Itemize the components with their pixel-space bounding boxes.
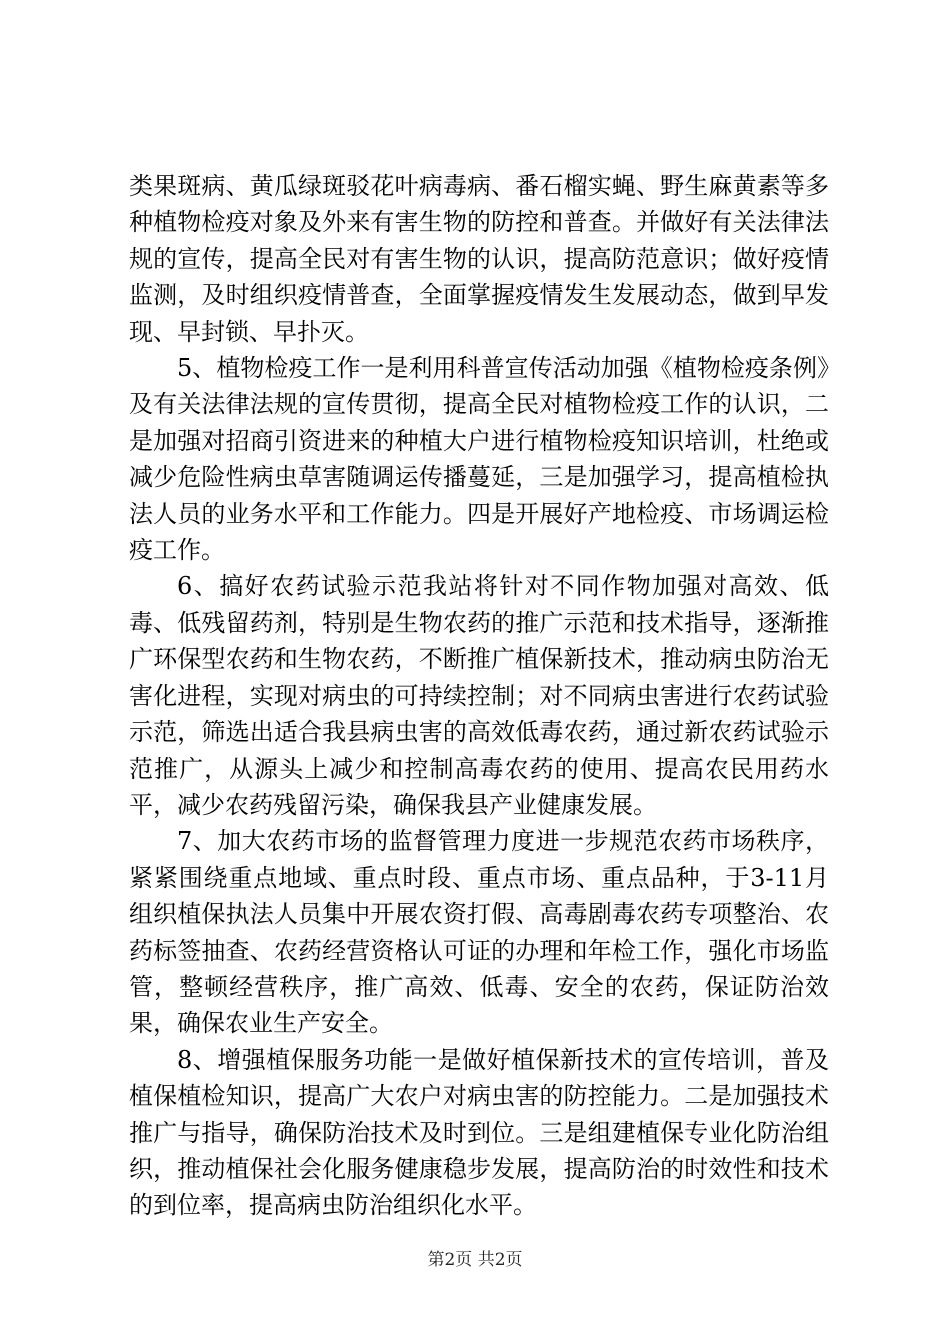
paragraph-6-pesticide-trials: 6、搞好农药试验示范我站将针对不同作物加强对高效、低毒、低残留药剂，特别是生物农药的推广示范和技术指导，逐渐推广环保型农药和生物农药，不断推广植保新技术，推动病虫防治无害化进程，实现对病虫的可持续控制；对不同病虫害进行农药试验示范，筛选出适合我县病虫害的高效低毒农药，通过新农药试验示范推广，从源头上减少和控制高毒农药的使用、提高农民用药水平，减少农药残留污染，确保我县产业健康发展。	[129, 572, 829, 819]
paragraph-8-service-functions: 8、增强植保服务功能一是做好植保新技术的宣传培训，普及植保植检知识，提高广大农户对病虫害的防控能力。二是加强技术推广与指导，确保防治技术及时到位。三是组建植保专业化防治组织，推动植保社会化服务健康稳步发展，提高防治的时效性和技术的到位率，提高病虫防治组织化水平。	[129, 1045, 829, 1220]
paragraph-5-plant-quarantine: 5、植物检疫工作一是利用科普宣传活动加强《植物检疫条例》及有关法律法规的宣传贯彻，提高全民对植物检疫工作的认识，二是加强对招商引资进来的种植大户进行植物检疫知识培训，杜绝或减少危险性病虫草害随调运传播蔓延，三是加强学习，提高植检执法人员的业务水平和工作能力。四是开展好产地检疫、市场调运检疫工作。	[129, 354, 829, 565]
paragraph-7-market-supervision: 7、加大农药市场的监督管理力度进一步规范农药市场秩序，紧紧围绕重点地域、重点时段、重点市场、重点品种，于3-11月组织植保执法人员集中开展农资打假、高毒剧毒农药专项整治、农药标签抽查、农药经营资格认可证的办理和年检工作，强化市场监管，整顿经营秩序，推广高效、低毒、安全的农药，保证防治效果，确保农业生产安全。	[129, 827, 829, 1038]
page-footer: 第2页 共2页	[427, 1250, 523, 1270]
paragraph-continued: 类果斑病、黄瓜绿斑驳花叶病毒病、番石榴实蝇、野生麻黄素等多种植物检疫对象及外来有害生物的防控和普查。并做好有关法律法规的宣传，提高全民对有害生物的认识，提高防范意识；做好疫情监测，及时组织疫情普查，全面掌握疫情发生发展动态，做到早发现、早封锁、早扑灭。	[129, 172, 829, 346]
document-body	[129, 168, 829, 1224]
